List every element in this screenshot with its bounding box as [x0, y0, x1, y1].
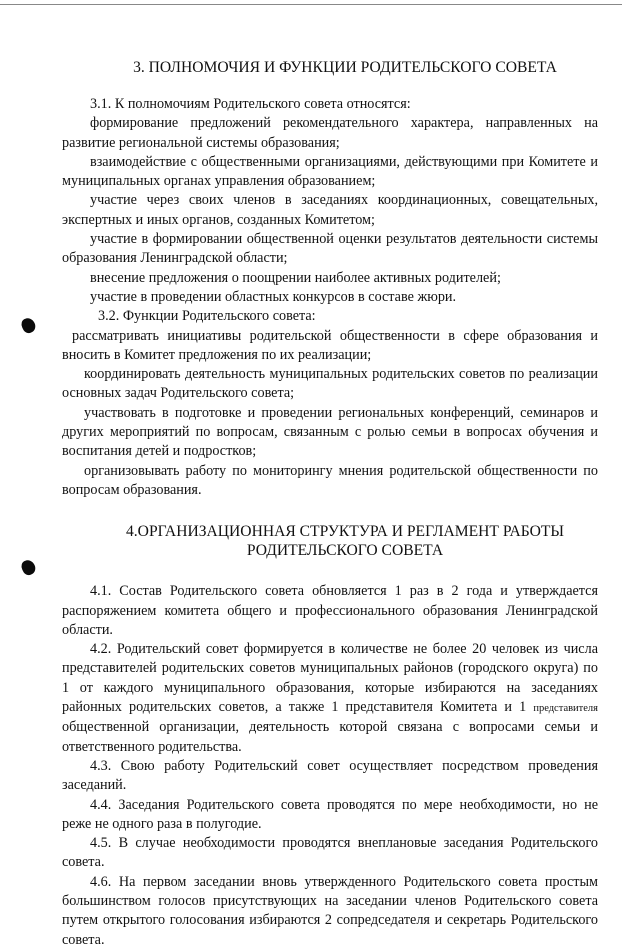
paragraph-4-3: 4.3. Свою работу Родительский совет осуществляет посредством проведения заседаний.: [62, 757, 598, 794]
section-4-title-line1: 4.ОРГАНИЗАЦИОННАЯ СТРУКТУРА И РЕГЛАМЕНТ РАБОТЫ: [125, 523, 564, 541]
document-page: [62, 58, 598, 950]
paragraph-3-2: 3.2. Функции Родительского совета:: [98, 308, 316, 325]
paragraph-4-5: 4.5. В случае необходимости проводятся внеплановые заседания Родительского совета.: [62, 835, 598, 871]
paragraph: участие в проведении областных конкурсов в составе жюри.: [90, 288, 457, 305]
section-3-body: [62, 95, 598, 500]
top-rule: [0, 4, 622, 5]
paragraph-4-6: 4.6. На первом заседании вновь утвержденного Родительского совета простым большинством голосов присутствующих на заседании членов Родительского совета путем открытого голосования избираются 2 сопредседателя и секретарь Родительского совета.: [62, 873, 598, 948]
section-4-body: [62, 582, 598, 950]
section-3-title: 3. ПОЛНОМОЧИЯ И ФУНКЦИИ РОДИТЕЛЬСКОГО СОВЕТА: [133, 59, 557, 76]
paragraph: участие в формировании общественной оценки результатов деятельности системы образования Ленинградской области;: [62, 231, 598, 267]
paragraph: взаимодействие с общественными организациями, действующими при Комитете и муниципальных органах управления образованием;: [62, 153, 598, 190]
paragraph: организовывать работу по мониторингу мнения родительской общественности по вопросам образования.: [62, 462, 598, 498]
paragraph: координировать деятельность муниципальных родительских советов по реализации основных задач Родительского совета;: [62, 366, 598, 402]
paragraph: рассматривать инициативы родительской общественности в сфере образования и вносить в Комитет предложения по их реализации;: [62, 327, 598, 363]
paragraph-4-2-small: представителя: [533, 703, 598, 715]
paragraph: участие через своих членов в заседаниях координационных, совещательных, экспертных и иных органов, созданных Комитетом;: [62, 192, 598, 228]
paragraph-4-2-part-b: общественной организации, деятельность которой связана с вопросами семьи и ответственного родительства.: [62, 719, 598, 755]
paragraph-3-1: 3.1. К полномочиям Родительского совета относятся:: [90, 96, 411, 112]
paragraph-4-1: 4.1. Состав Родительского совета обновляется 1 раз в 2 года и утверждается распоряжением комитета общего и профессионального образования Ленинградской области.: [62, 583, 598, 638]
punch-hole-mark-lower: [19, 558, 37, 577]
paragraph-4-2: [62, 640, 598, 757]
paragraph: формирование предложений рекомендательного характера, направленных на развитие региональной системы образования;: [62, 115, 598, 151]
paragraph: участвовать в подготовке и проведении региональных конференций, семинаров и других мероприятий по вопросам, связанным с ролью семьи в вопросах обучения и воспитания детей и подростков;: [62, 404, 598, 460]
paragraph-4-2-part-a: 4.2. Родительский совет формируется в количестве не более 20 человек из числа представителей родительских советов муниципальных районов (городского округа) по 1 от каждого муниципального образования, которые избираются на заседаниях районных родительских советов, а также 1 представителя Комитета и 1: [62, 641, 598, 716]
paragraph: внесение предложения о поощрении наиболее активных родителей;: [90, 269, 501, 286]
section-4-title: [62, 522, 598, 560]
punch-hole-mark-upper: [19, 316, 37, 335]
section-4-title-line2: РОДИТЕЛЬСКОГО СОВЕТА: [246, 542, 444, 560]
paragraph-4-4: 4.4. Заседания Родительского совета проводятся по мере необходимости, но не реже не одного раза в полугодие.: [62, 796, 598, 832]
